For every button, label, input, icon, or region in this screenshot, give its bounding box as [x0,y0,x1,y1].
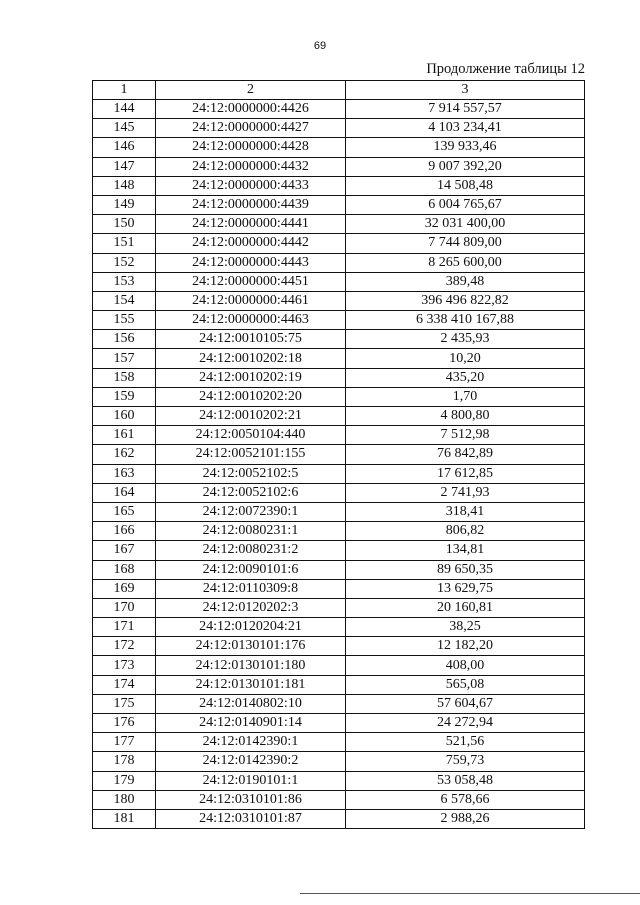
cadastral-number-cell: 24:12:0052101:155 [156,445,346,464]
row-number-cell: 172 [93,637,156,656]
row-number-cell: 170 [93,598,156,617]
table-row [93,195,585,214]
value-cell: 565,08 [346,675,585,694]
table-row [93,176,585,195]
table-row [93,790,585,809]
value-cell: 7 914 557,57 [346,100,585,119]
value-cell: 806,82 [346,522,585,541]
data-table [92,80,585,829]
value-cell: 396 496 822,82 [346,291,585,310]
table-row [93,771,585,790]
value-cell: 7 744 809,00 [346,234,585,253]
value-cell: 8 265 600,00 [346,253,585,272]
value-cell: 7 512,98 [346,426,585,445]
cadastral-number-cell: 24:12:0000000:4461 [156,291,346,310]
cadastral-number-cell: 24:12:0000000:4432 [156,157,346,176]
cadastral-number-cell: 24:12:0010202:21 [156,407,346,426]
cadastral-number-cell: 24:12:0140901:14 [156,714,346,733]
table-header-row [93,81,585,100]
table-row [93,330,585,349]
value-cell: 24 272,94 [346,714,585,733]
value-cell: 2 435,93 [346,330,585,349]
cadastral-number-cell: 24:12:0010202:18 [156,349,346,368]
row-number-cell: 144 [93,100,156,119]
value-cell: 408,00 [346,656,585,675]
row-number-cell: 165 [93,502,156,521]
value-cell: 4 800,80 [346,407,585,426]
column-header-value: 3 [346,81,585,100]
value-cell: 2 988,26 [346,809,585,828]
table-row [93,100,585,119]
row-number-cell: 162 [93,445,156,464]
row-number-cell: 166 [93,522,156,541]
row-number-cell: 174 [93,675,156,694]
table-row [93,311,585,330]
row-number-cell: 177 [93,733,156,752]
table-row [93,637,585,656]
row-number-cell: 158 [93,368,156,387]
value-cell: 6 578,66 [346,790,585,809]
cadastral-number-cell: 24:12:0000000:4439 [156,195,346,214]
table-row [93,809,585,828]
value-cell: 139 933,46 [346,138,585,157]
cadastral-number-cell: 24:12:0090101:6 [156,560,346,579]
row-number-cell: 180 [93,790,156,809]
cadastral-number-cell: 24:12:0010202:20 [156,387,346,406]
cadastral-number-cell: 24:12:0142390:1 [156,733,346,752]
cadastral-number-cell: 24:12:0072390:1 [156,502,346,521]
value-cell: 6 338 410 167,88 [346,311,585,330]
value-cell: 17 612,85 [346,464,585,483]
cadastral-number-cell: 24:12:0310101:87 [156,809,346,828]
table-row [93,502,585,521]
cadastral-number-cell: 24:12:0052102:6 [156,483,346,502]
row-number-cell: 178 [93,752,156,771]
table-row [93,138,585,157]
table-row [93,272,585,291]
value-cell: 134,81 [346,541,585,560]
value-cell: 12 182,20 [346,637,585,656]
cadastral-number-cell: 24:12:0190101:1 [156,771,346,790]
row-number-cell: 154 [93,291,156,310]
column-header-cadastral: 2 [156,81,346,100]
cadastral-number-cell: 24:12:0000000:4441 [156,215,346,234]
scan-edge-line [300,893,640,894]
cadastral-number-cell: 24:12:0080231:1 [156,522,346,541]
row-number-cell: 171 [93,618,156,637]
cadastral-number-cell: 24:12:0130101:181 [156,675,346,694]
value-cell: 32 031 400,00 [346,215,585,234]
value-cell: 20 160,81 [346,598,585,617]
value-cell: 57 604,67 [346,694,585,713]
table-row [93,426,585,445]
table-row [93,618,585,637]
row-number-cell: 176 [93,714,156,733]
value-cell: 2 741,93 [346,483,585,502]
table-row [93,522,585,541]
value-cell: 76 842,89 [346,445,585,464]
cadastral-number-cell: 24:12:0000000:4463 [156,311,346,330]
value-cell: 38,25 [346,618,585,637]
column-header-number: 1 [93,81,156,100]
cadastral-number-cell: 24:12:0000000:4427 [156,119,346,138]
page-number: 69 [313,40,327,52]
row-number-cell: 152 [93,253,156,272]
value-cell: 4 103 234,41 [346,119,585,138]
row-number-cell: 159 [93,387,156,406]
value-cell: 759,73 [346,752,585,771]
row-number-cell: 147 [93,157,156,176]
value-cell: 14 508,48 [346,176,585,195]
table-row [93,387,585,406]
row-number-cell: 150 [93,215,156,234]
row-number-cell: 169 [93,579,156,598]
row-number-cell: 157 [93,349,156,368]
value-cell: 9 007 392,20 [346,157,585,176]
value-cell: 89 650,35 [346,560,585,579]
cadastral-number-cell: 24:12:0052102:5 [156,464,346,483]
row-number-cell: 175 [93,694,156,713]
cadastral-number-cell: 24:12:0050104:440 [156,426,346,445]
table-row [93,215,585,234]
table-row [93,119,585,138]
value-cell: 521,56 [346,733,585,752]
cadastral-number-cell: 24:12:0000000:4442 [156,234,346,253]
row-number-cell: 148 [93,176,156,195]
value-cell: 435,20 [346,368,585,387]
row-number-cell: 149 [93,195,156,214]
cadastral-number-cell: 24:12:0120204:21 [156,618,346,637]
cadastral-number-cell: 24:12:0130101:180 [156,656,346,675]
cadastral-number-cell: 24:12:0140802:10 [156,694,346,713]
row-number-cell: 163 [93,464,156,483]
table-row [93,157,585,176]
table-row [93,541,585,560]
cadastral-number-cell: 24:12:0130101:176 [156,637,346,656]
row-number-cell: 181 [93,809,156,828]
cadastral-number-cell: 24:12:0000000:4433 [156,176,346,195]
cadastral-number-cell: 24:12:0110309:8 [156,579,346,598]
cadastral-number-cell: 24:12:0142390:2 [156,752,346,771]
row-number-cell: 146 [93,138,156,157]
value-cell: 318,41 [346,502,585,521]
row-number-cell: 168 [93,560,156,579]
value-cell: 1,70 [346,387,585,406]
table-row [93,733,585,752]
cadastral-number-cell: 24:12:0010202:19 [156,368,346,387]
value-cell: 389,48 [346,272,585,291]
value-cell: 10,20 [346,349,585,368]
row-number-cell: 164 [93,483,156,502]
row-number-cell: 145 [93,119,156,138]
table-row [93,291,585,310]
cadastral-number-cell: 24:12:0000000:4443 [156,253,346,272]
value-cell: 53 058,48 [346,771,585,790]
table-row [93,483,585,502]
table-row [93,598,585,617]
table-row [93,714,585,733]
table-row [93,368,585,387]
row-number-cell: 161 [93,426,156,445]
table-row [93,253,585,272]
row-number-cell: 173 [93,656,156,675]
row-number-cell: 160 [93,407,156,426]
table-row [93,445,585,464]
table-row [93,752,585,771]
table-row [93,407,585,426]
table-body [93,81,585,829]
cadastral-number-cell: 24:12:0000000:4451 [156,272,346,291]
row-number-cell: 167 [93,541,156,560]
table-row [93,560,585,579]
row-number-cell: 155 [93,311,156,330]
table-row [93,675,585,694]
row-number-cell: 179 [93,771,156,790]
row-number-cell: 156 [93,330,156,349]
cadastral-number-cell: 24:12:0000000:4428 [156,138,346,157]
row-number-cell: 153 [93,272,156,291]
row-number-cell: 151 [93,234,156,253]
value-cell: 6 004 765,67 [346,195,585,214]
cadastral-number-cell: 24:12:0120202:3 [156,598,346,617]
table-row [93,694,585,713]
value-cell: 13 629,75 [346,579,585,598]
table-row [93,349,585,368]
cadastral-number-cell: 24:12:0080231:2 [156,541,346,560]
table-continuation-label: Продолжение таблицы 12 [426,61,585,77]
table-row [93,656,585,675]
cadastral-number-cell: 24:12:0310101:86 [156,790,346,809]
table-row [93,579,585,598]
cadastral-number-cell: 24:12:0000000:4426 [156,100,346,119]
table-row [93,464,585,483]
table-row [93,234,585,253]
cadastral-number-cell: 24:12:0010105:75 [156,330,346,349]
